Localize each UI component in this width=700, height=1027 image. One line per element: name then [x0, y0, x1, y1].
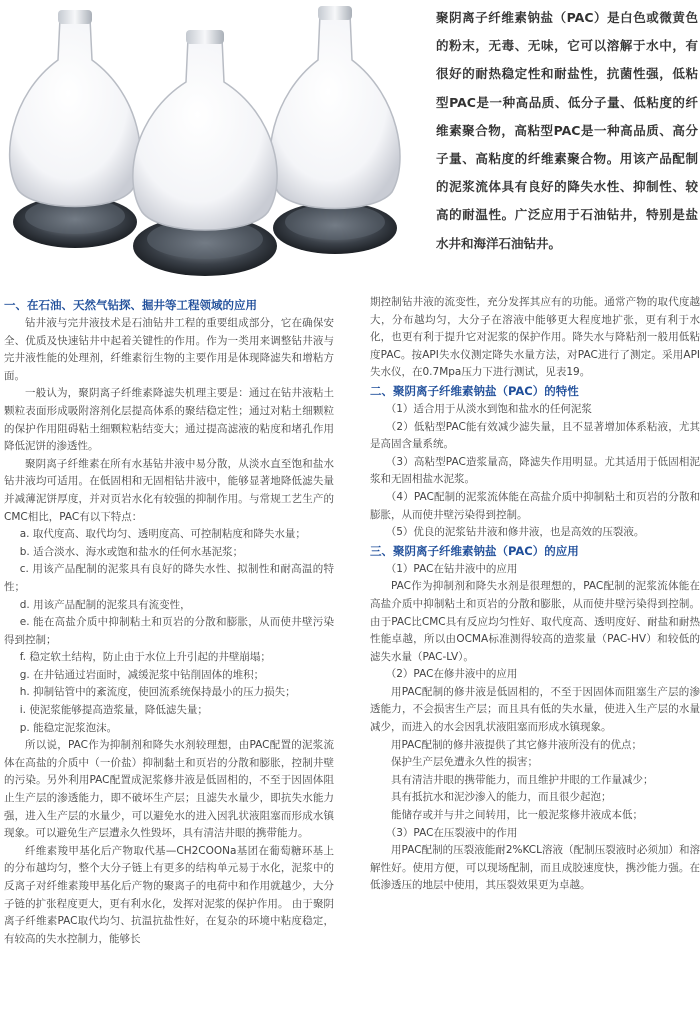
feature-item: c. 用该产品配制的泥浆具有良好的降失水性、拟制性和耐高温的特性；	[4, 563, 334, 593]
section-heading-1: 一、在石油、天然气钻探、掘井等工程领域的应用	[4, 298, 257, 312]
flask-right	[270, 6, 400, 254]
feature-item: （1）适合用于从淡水到饱和盐水的任何泥浆	[385, 402, 592, 415]
paragraph: 钻井液与完井液技术是石油钻井工程的重要组成部分，它在确保安全、优质及快速钻井中起着关键性的作用。作为一类用来调整钻井液与完井液性能的处理剂，纤维素衍生物的主要作用是体现降滤失和增粘方面。	[4, 317, 334, 382]
subsection-title: （3）PAC在压裂液中的作用	[385, 826, 518, 839]
flask-left	[10, 10, 141, 248]
paragraph: 所以说，PAC作为抑制剂和降失水剂较理想，由PAC配置的泥浆流体在高盐的介质中（一价盐）抑制黏土和页岩的分散和膨胀，控制井壁的污染。另外利用PAC配置成泥浆修井液是低固相的，不至于因固体阻止生产层的渗透能力，即不破坏生产层；且滤失水量少，即抗失水能力强，进入生产层的水量少，可以避免水的进入因乳状液阻塞而形成水镇现象。可以避免生产层遭永久性毁坏，具有清洁井眼的携带能力。	[4, 739, 334, 840]
right-column	[370, 294, 700, 895]
feature-item: e. 能在高盐介质中抑制粘土和页岩的分散和膨胀，从而使井壁污染得到控制；	[4, 616, 334, 646]
product-photo	[0, 0, 420, 282]
feature-item: h. 抑制钻管中的紊流度，使回流系统保持最小的压力损失；	[19, 686, 296, 699]
feature-item: （5）优良的泥浆钻井液和修井液，也是高效的压裂液。	[385, 526, 645, 539]
paragraph: 聚阴离子纤维素在所有水基钻井液中易分散，从淡水直至饱和盐水钻井液均可适用。在低固相和无固相钻井液中，能够显著地降低滤失量并减薄泥饼厚度，并对页岩水化有较强的抑制作用。与常规工艺生产的CMC相比，PAC有以下特点：	[4, 457, 334, 523]
subsection-title: （1）PAC在钻井液中的应用	[385, 562, 518, 575]
feature-item: i. 使泥浆能够提高造浆量，降低滤失量；	[19, 704, 208, 717]
feature-item: a. 取代度高、取代均匀、透明度高、可控制粘度和降失水量；	[19, 528, 306, 541]
list-item: 保护生产层免遭永久性的损害；	[391, 756, 538, 769]
feature-item: （2）低粘型PAC能有效减少滤失量，且不显著增加体系粘液，尤其是高固含量系统。	[370, 420, 700, 451]
paragraph: 用PAC配制的修井液是低固相的，不至于因固体而阻塞生产层的渗透能力，不会损害生产层；而且具有低的失水量，使进入生产层的水量减少，而进入的水会因乳状液阻塞而形成水镇现象。	[370, 685, 700, 734]
feature-item: d. 用该产品配制的泥浆具有流变性，	[19, 598, 191, 611]
feature-item: （3）高粘型PAC造浆量高，降滤失作用明显。尤其适用于低固相泥浆和无固相盐水泥浆。	[370, 455, 700, 486]
paragraph: 用PAC配制的压裂液能耐2%KCL溶液（配制压裂液时必须加）和溶解性好。使用方便，可以现场配制，而且成胶速度快，携沙能力强。在低渗透压的地层中使用，其压裂效果更为卓越。	[370, 844, 700, 892]
left-column	[4, 296, 334, 948]
feature-item: p. 能稳定泥浆泡沫。	[19, 721, 118, 734]
feature-item: g. 在井钻通过岩面时，减缓泥浆中钻削固体的堆积；	[19, 668, 265, 681]
flask-illustration	[0, 0, 420, 282]
list-item: 能储存或并与井之间转用，比一般泥浆修井液成本低；	[391, 809, 643, 822]
paragraph: 期控制钻井液的流变性，充分发挥其应有的功能。通常产物的取代度越大，分布越均匀，大分子在溶液中能够更大程度地扩张，更有利于水化，也更有利于提升它对泥浆的保护作用。降失水与降粘剂一般用低粘度PAC。按API失水仪测定降失水量方法，对PAC进行了测定。采用API失水仪，在0.7Mpa压力下进行测试，见表19。	[370, 296, 700, 379]
paragraph: 一般认为，聚阴离子纤维素降滤失机理主要是：通过在钻井液粘土颗粒表面形成吸附溶剂化层提高体系的聚结稳定性；通过对粘土细颗粒的保护作用阻碍粘土细颗粒粘结变大；通过提高滤液的粘度和堵孔作用降低泥饼的渗透性。	[4, 387, 334, 453]
product-intro: 聚阴离子纤维素钠盐（PAC）是白色或微黄色的粉末，无毒、无味，它可以溶解于水中，有很好的耐热稳定性和耐盐性，抗菌性强，低粘型PAC是一种高品质、低分子量、低粘度的纤维素聚合物，高粘型PAC是一种高品质、高分子量、高粘度的纤维素聚合物。用该产品配制的泥浆流体具有良好的降失水性、抑制性、较高的耐温性。广泛应用于石油钻井，特别是盐水井和海洋石油钻井。	[436, 10, 698, 251]
feature-item: f. 稳定软土结构，防止由于水位上升引起的井壁崩塌；	[19, 651, 271, 664]
flask-middle	[133, 30, 277, 276]
list-item: 具有抵抗水和泥沙渗入的能力，而且很少起泡；	[391, 791, 612, 804]
list-item: 具有清洁井眼的携带能力，而且维护井眼的工作量减少；	[391, 773, 654, 786]
subsection-title: （2）PAC在修井液中的应用	[385, 668, 518, 681]
section-heading-3: 三、聚阴离子纤维素钠盐（PAC）的应用	[370, 543, 579, 558]
list-item: 用PAC配制的修井液提供了其它修井液所没有的优点；	[391, 738, 642, 751]
section-heading-2: 二、聚阴离子纤维素钠盐（PAC）的特性	[370, 383, 579, 398]
paragraph: PAC作为抑制剂和降失水剂是很理想的，PAC配制的泥浆流体能在高盐介质中抑制粘土和页岩的分散和膨胀，从而使井壁污染得到控制。由于PAC比CMC具有反应均匀性好、取代度高、透明度好、耐盐和耐热性能卓越，所以由OCMA标准测得较高的造浆量（PAC-HV）和较低的滤失水量（PAC-LV）。	[370, 580, 700, 663]
paragraph: 纤维素羧甲基化后产物取代基—CH2COONa基团在葡萄糖环基上的分布越均匀，整个大分子链上有更多的结构单元易于水化，泥浆中的反离子对纤维素羧甲基化后产物的聚离子的电荷中和作用就越少，大分子链的扩张程度更大，更有利水化，发挥对泥浆的保护作用。 由于聚阴离子纤维素PAC取代均匀、抗温抗盐性好，在复杂的环境中粘度稳定，有较高的失水控制力，能够长	[4, 844, 334, 945]
feature-item: （4）PAC配制的泥浆流体能在高盐介质中抑制粘土和页岩的分散和膨胀，从而使井壁污染得到控制。	[370, 490, 700, 521]
feature-item: b. 适合淡水、海水或饱和盐水的任何水基泥浆；	[19, 545, 244, 558]
